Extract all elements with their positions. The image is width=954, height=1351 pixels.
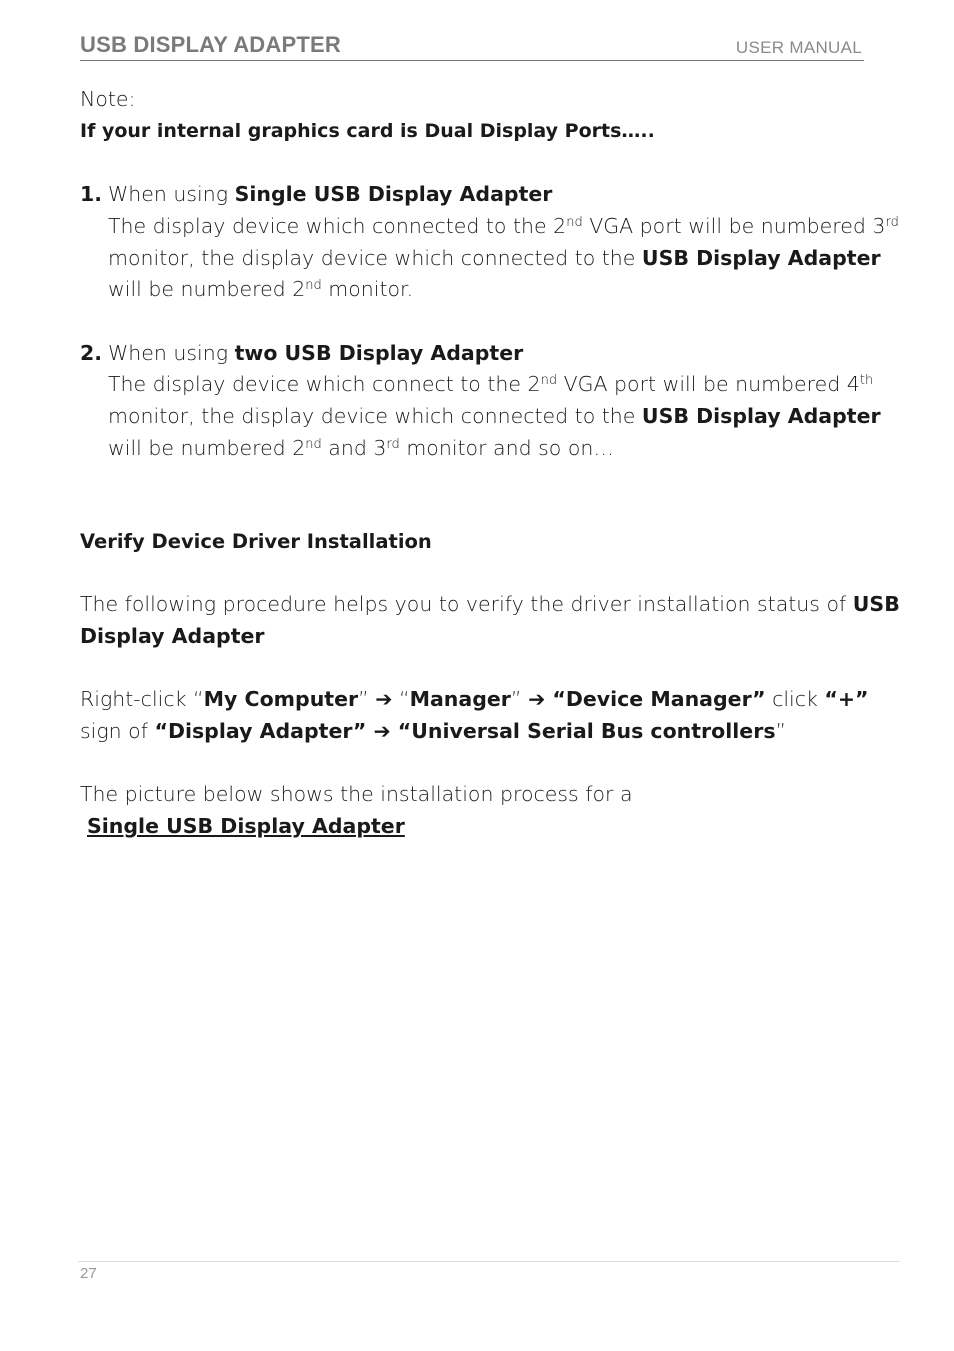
list-item-two-adapters <box>80 338 900 465</box>
list-number: 1. <box>80 182 103 207</box>
header-title: USB DISPLAY ADAPTER <box>80 32 341 57</box>
picture-caption: The picture below shows the installation process for a <box>80 782 633 807</box>
note-label: Note: <box>80 87 136 111</box>
list-lead: When using Single USB Display Adapter <box>108 182 553 207</box>
list-item-single-adapter <box>80 179 900 306</box>
list-body: The display device which connected to the 2nd VGA port will be numbered 3rd monitor, the display device which connected to the USB Display Adapter will be numbered 2nd monitor. <box>108 213 899 302</box>
footer-divider <box>78 1261 900 1262</box>
picture-link-line <box>80 811 900 843</box>
page-content <box>80 84 900 843</box>
header-document-type: USER MANUAL <box>735 38 862 57</box>
list-lead: When using two USB Display Adapter <box>108 340 524 365</box>
list-body: The display device which connect to the 2nd VGA port will be numbered 4th monitor, the display device which connected to the USB Display Adapter will be numbered 2nd and 3rd monitor and so on… <box>108 372 881 460</box>
single-adapter-link[interactable]: Single USB Display Adapter <box>87 814 405 839</box>
note-subtitle: If your internal graphics card is Dual Display Ports….. <box>80 119 655 142</box>
page-header <box>80 30 864 61</box>
section-heading: Verify Device Driver Installation <box>80 529 432 553</box>
verify-intro: The following procedure helps you to verify the driver installation status of USB Display Adapter <box>80 592 900 648</box>
page-number: 27 <box>80 1265 97 1282</box>
list-number: 2. <box>80 340 103 365</box>
instruction-text: Right-click “My Computer” ➔ “Manager” ➔ “Device Manager” click “+” sign of “Display Adapter” ➔ “Universal Serial Bus controllers” <box>80 687 869 743</box>
